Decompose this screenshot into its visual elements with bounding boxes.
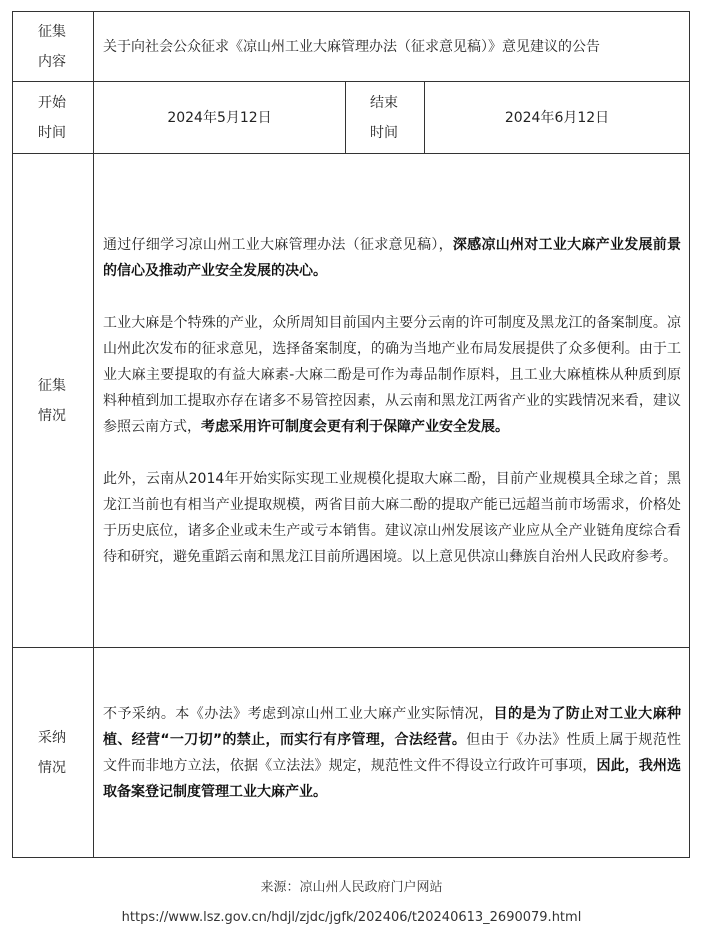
comment-feedback-table (12, 11, 690, 858)
paragraph-2: 工业大麻是个特殊的产业，众所周知目前国内主要分云南的许可制度及黑龙江的备案制度。凉山州此次发布的征求意见，选择备案制度，的确为当地产业布局发展提供了众多便利。由于工业大麻主要提取的有益大麻素-大麻二酚是可作为毒品制作原料，且工业大麻植株从种质到原料种植到加工提取亦存在诸多不易管控因素，从云南和黑龙江两省产业的实践情况来看，建议参照云南方式，考虑采用许可制度会更有利于保障产业安全发展。 (103, 314, 682, 435)
start-date: 2024年5月12日 (94, 82, 346, 154)
label-collection-content: 征集内容 (13, 12, 94, 82)
notice-title: 关于向社会公众征求《凉山州工业大麻管理办法（征求意见稿）》意见建议的公告 (94, 12, 690, 82)
end-date: 2024年6月12日 (425, 82, 690, 154)
label-start-time: 开始时间 (13, 82, 94, 154)
source-line: 来源：凉山州人民政府门户网站 (260, 880, 443, 895)
adoption-status-content (94, 648, 690, 858)
label-collection-status: 征集情况 (13, 154, 94, 648)
collection-status-content (94, 154, 690, 648)
label-end-time: 结束时间 (346, 82, 425, 154)
row-adoption-status (13, 648, 690, 858)
row-dates (13, 82, 690, 154)
adoption-paragraph: 不予采纳。本《办法》考虑到凉山州工业大麻产业实际情况，目的是为了防止对工业大麻种植、经营“一刀切”的禁止，而实行有序管理，合法经营。但由于《办法》性质上属于规范性文件而非地方立法，依据《立法法》规定，规范性文件不得设立行政许可事项，因此，我州选取备案登记制度管理工业大麻产业。 (103, 705, 682, 800)
paragraph-1: 通过仔细学习凉山州工业大麻管理办法（征求意见稿），深感凉山州对工业大麻产业发展前景的信心及推动产业安全发展的决心。 (103, 236, 682, 279)
paragraph-3: 此外，云南从2014年开始实际实现工业规模化提取大麻二酚，目前产业规模具全球之首；黑龙江当前也有相当产业提取规模，两省目前大麻二酚的提取产能已远超当前市场需求，价格处于历史底位，诸多企业或未生产或亏本销售。建议凉山州发展该产业应从全产业链角度综合看待和研究，避免重蹈云南和黑龙江目前所遇困境。以上意见供凉山彝族自治州人民政府参考。 (103, 470, 682, 565)
row-collection-content (13, 12, 690, 82)
row-collection-status (13, 154, 690, 648)
source-url: https://www.lsz.gov.cn/hdjl/zjdc/jgfk/202406/t20240613_2690079.html (121, 910, 582, 925)
label-adoption-status: 采纳情况 (13, 648, 94, 858)
